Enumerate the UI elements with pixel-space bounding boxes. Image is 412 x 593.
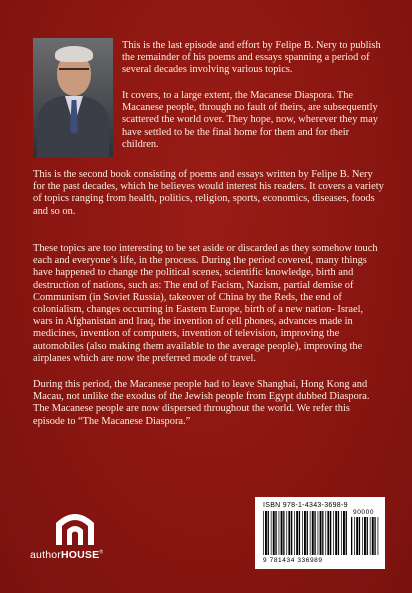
addon-bars <box>351 517 379 555</box>
publisher-name-bold: HOUSE <box>60 549 100 561</box>
publisher-logo <box>30 507 128 567</box>
blurb-paragraph-2: It covers, to a large extent, the Macanese Diaspora. The Macanese people, through no fault of theirs, are subsequently scattered the world over. They hope, now, wherever they may have settled to be the final home for them and for their children. <box>122 90 378 150</box>
ean-bars <box>263 511 347 555</box>
registered-mark: ® <box>99 549 104 556</box>
blurb-paragraph-3: This is the second book consisting of poems and essays written by Felipe B. Nery for the past decades, which he believes would interest his readers. It covers a variety of topics ranging from health, politics, religion, sports, economics, diseases, foods and so on. <box>33 169 384 217</box>
blurb-paragraph-5: During this period, the Macanese people had to leave Shanghai, Hong Kong and Macau, not unlike the exodus of the Jewish people from Egypt dubbed Diaspora. The Macanese people are now dispersed throughout the world. We refer this episode to “The Macanese Diaspora.” <box>33 379 370 427</box>
addon-digits: 90000 <box>353 509 375 516</box>
barcode-digits: 9 781434 336989 <box>263 557 323 564</box>
blurb-paragraph-4: These topics are too interesting to be set aside or discarded as they somehow touch each and everyone’s life, in the process. During the period covered, many things have happened to change the political scenes, scientific knowledge, birth and destruction of nations, such as: The end of Facism, Nazism, partial demise of Communism (in Soviet Russia), takeover of China by the Reds, the end of colonialism, changes occurring in Eastern Europe, birth of a new nation- Israel, wars in Afghanistan and Iraq, the invention of cell phones, advances made in medicines, invention of computers, invention of television, improving the automobiles (also making them available to the average people), improving the airplanes which are now the preferred mode of travel. <box>33 243 378 364</box>
author-photo <box>33 38 113 157</box>
isbn-text: ISBN 978-1-4343-3698-9 <box>263 502 348 509</box>
house-arch-icon <box>52 507 98 547</box>
isbn-barcode <box>255 497 385 569</box>
publisher-wordmark <box>30 549 140 561</box>
blurb-paragraph-1: This is the last episode and effort by Felipe B. Nery to publish the remainder of his poems and essays spanning a period of several decades involving various topics. <box>122 40 381 76</box>
publisher-name-light: author <box>30 549 61 561</box>
